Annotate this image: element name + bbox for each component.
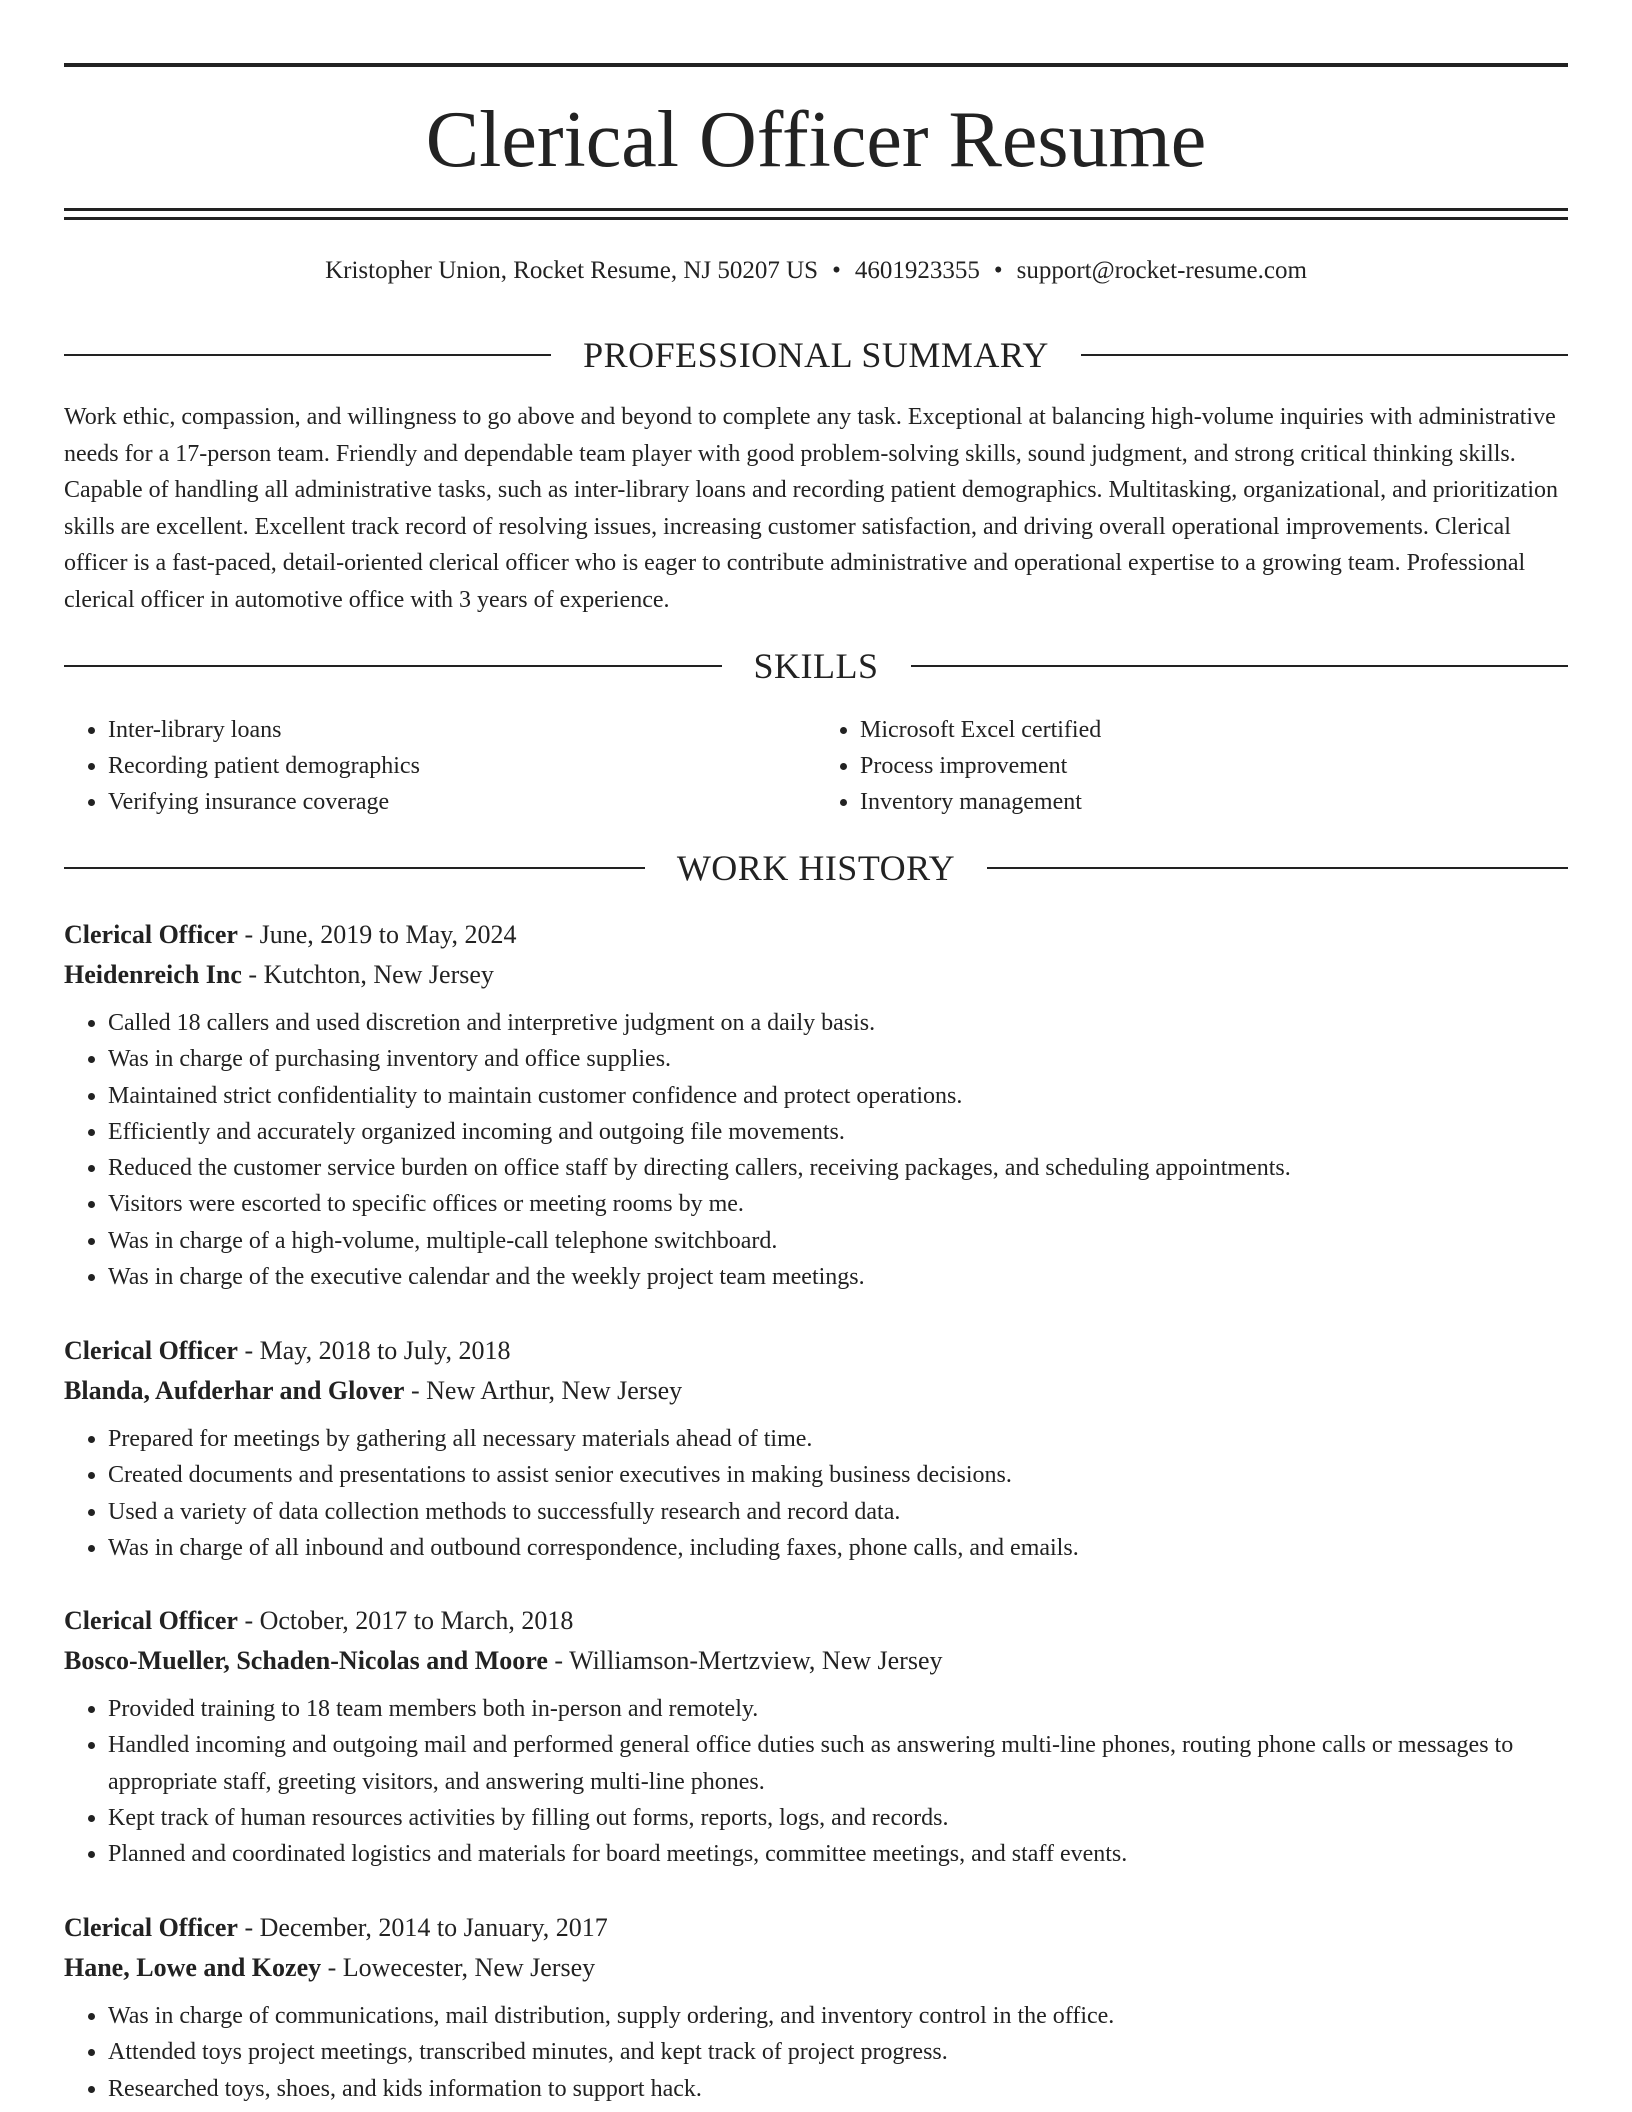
job-bullet: • Kept track of human resources activities by filling out forms, reports, logs, and records. bbox=[108, 1800, 1568, 1836]
job-title: Clerical Officer bbox=[64, 1336, 238, 1365]
job-bullet: • Reduced the customer service burden on office staff by directing callers, receiving packages, and scheduling appointments. bbox=[108, 1150, 1568, 1186]
job-title-line bbox=[64, 1331, 1568, 1371]
job-dates: - December, 2014 to January, 2017 bbox=[237, 1913, 608, 1942]
skill-item: • Verifying insurance coverage bbox=[108, 784, 816, 820]
heading-rule bbox=[1081, 354, 1568, 356]
job-entry bbox=[64, 915, 1568, 1295]
heading-rule bbox=[64, 867, 645, 869]
job-location: - Kutchton, New Jersey bbox=[241, 960, 494, 989]
work-heading-label: WORK HISTORY bbox=[676, 848, 956, 888]
job-company: Heidenreich Inc bbox=[64, 960, 242, 989]
job-title: Clerical Officer bbox=[64, 920, 238, 949]
skills-list bbox=[64, 712, 1568, 820]
job-bullets bbox=[64, 1998, 1568, 2107]
job-title-line bbox=[64, 1601, 1568, 1641]
contact-separator: • bbox=[993, 257, 1003, 284]
skills-heading bbox=[64, 644, 1568, 688]
page-title: Clerical Officer Resume bbox=[425, 96, 1207, 184]
skill-item: • Recording patient demographics bbox=[108, 748, 816, 784]
skill-item: • Inventory management bbox=[860, 784, 1568, 820]
skills-column-right bbox=[816, 712, 1568, 820]
job-bullet: • Was in charge of communications, mail distribution, supply ordering, and inventory control in the office. bbox=[108, 1998, 1568, 2034]
skill-item: • Inter-library loans bbox=[108, 712, 816, 748]
title-double-rule bbox=[64, 208, 1568, 220]
job-bullet: • Provided training to 18 team members both in-person and remotely. bbox=[108, 1691, 1568, 1727]
contact-phone: 4601923355 bbox=[854, 257, 980, 284]
heading-rule bbox=[64, 665, 722, 667]
job-dates: - October, 2017 to March, 2018 bbox=[237, 1606, 574, 1635]
skills-column-left bbox=[64, 712, 816, 820]
job-bullet: • Researched toys, shoes, and kids information to support hack. bbox=[108, 2071, 1568, 2107]
job-location: - Williamson-Mertzview, New Jersey bbox=[547, 1646, 943, 1675]
job-bullet: • Planned and coordinated logistics and materials for board meetings, committee meetings, and staff events. bbox=[108, 1836, 1568, 1872]
job-company: Blanda, Aufderhar and Glover bbox=[64, 1376, 405, 1405]
top-rule bbox=[64, 63, 1568, 67]
job-bullet: • Used a variety of data collection methods to successfully research and record data. bbox=[108, 1494, 1568, 1530]
job-company-line bbox=[64, 1948, 1568, 1988]
job-company-line bbox=[64, 1641, 1568, 1681]
job-bullet: • Prepared for meetings by gathering all necessary materials ahead of time. bbox=[108, 1421, 1568, 1457]
skill-item: • Microsoft Excel certified bbox=[860, 712, 1568, 748]
job-bullet: • Handled incoming and outgoing mail and performed general office duties such as answering multi-line phones, routing phone calls or messages to appropriate staff, greeting visitors, and answering multi-line phones. bbox=[108, 1727, 1568, 1800]
summary-heading bbox=[64, 333, 1568, 377]
job-bullet: • Was in charge of all inbound and outbound correspondence, including faxes, phone calls, and emails. bbox=[108, 1530, 1568, 1566]
contact-email: support@rocket-resume.com bbox=[1016, 257, 1307, 284]
job-location: - New Arthur, New Jersey bbox=[404, 1376, 683, 1405]
job-company: Bosco-Mueller, Schaden-Nicolas and Moore bbox=[64, 1646, 548, 1675]
job-bullet: • Was in charge of the executive calendar and the weekly project team meetings. bbox=[108, 1259, 1568, 1295]
job-title: Clerical Officer bbox=[64, 1606, 238, 1635]
contact-separator: • bbox=[832, 257, 841, 284]
job-bullet: • Efficiently and accurately organized incoming and outgoing file movements. bbox=[108, 1114, 1568, 1150]
job-bullets bbox=[64, 1691, 1568, 1872]
skill-item: • Process improvement bbox=[860, 748, 1568, 784]
summary-heading-label: PROFESSIONAL SUMMARY bbox=[583, 335, 1049, 375]
job-bullet: • Created documents and presentations to assist senior executives in making business decisions. bbox=[108, 1457, 1568, 1493]
job-bullet: • Was in charge of purchasing inventory and office supplies. bbox=[108, 1041, 1568, 1077]
job-title-line bbox=[64, 915, 1568, 955]
job-bullets bbox=[64, 1421, 1568, 1566]
heading-rule bbox=[64, 354, 551, 356]
skills-heading-label: SKILLS bbox=[753, 646, 879, 686]
contact-address: Kristopher Union, Rocket Resume, NJ 50207 US bbox=[325, 257, 819, 284]
job-bullet: • Attended toys project meetings, transcribed minutes, and kept track of project progress. bbox=[108, 2034, 1568, 2070]
job-company-line bbox=[64, 1371, 1568, 1411]
contact-line bbox=[64, 254, 1568, 288]
heading-rule bbox=[911, 665, 1569, 667]
job-entry bbox=[64, 1331, 1568, 1566]
heading-rule bbox=[987, 867, 1568, 869]
job-entry bbox=[64, 1908, 1568, 2107]
job-bullet: • Was in charge of a high-volume, multiple-call telephone switchboard. bbox=[108, 1223, 1568, 1259]
job-location: - Lowecester, New Jersey bbox=[321, 1953, 596, 1982]
job-bullet: • Visitors were escorted to specific offices or meeting rooms by me. bbox=[108, 1186, 1568, 1222]
job-bullet: • Maintained strict confidentiality to maintain customer confidence and protect operations. bbox=[108, 1078, 1568, 1114]
job-entry bbox=[64, 1601, 1568, 1872]
work-heading bbox=[64, 846, 1568, 890]
job-dates: - May, 2018 to July, 2018 bbox=[237, 1336, 511, 1365]
job-title-line bbox=[64, 1908, 1568, 1948]
job-dates: - June, 2019 to May, 2024 bbox=[237, 920, 517, 949]
summary-text: Work ethic, compassion, and willingness to go above and beyond to complete any task. Exceptional at balancing high-volume inquiries with administrative needs for a 17-person team. Friendly and dependable team player with good problem-solving skills, sound judgment, and strong critical thinking skills. Capable of handling all administrative tasks, such as inter-library loans and recording patient demographics. Multitasking, organizational, and prioritization skills are excellent. Excellent track record of resolving issues, increasing customer satisfaction, and driving overall operational improvements. Clerical officer is a fast-paced, detail-oriented clerical officer who is eager to contribute administrative and operational expertise to a growing team. Professional clerical officer in automotive office with 3 years of experience. bbox=[64, 404, 1559, 613]
job-bullet: • Called 18 callers and used discretion and interpretive judgment on a daily basis. bbox=[108, 1005, 1568, 1041]
job-company-line bbox=[64, 955, 1568, 995]
job-company: Hane, Lowe and Kozey bbox=[64, 1953, 322, 1982]
job-title: Clerical Officer bbox=[64, 1913, 238, 1942]
job-bullets bbox=[64, 1005, 1568, 1295]
